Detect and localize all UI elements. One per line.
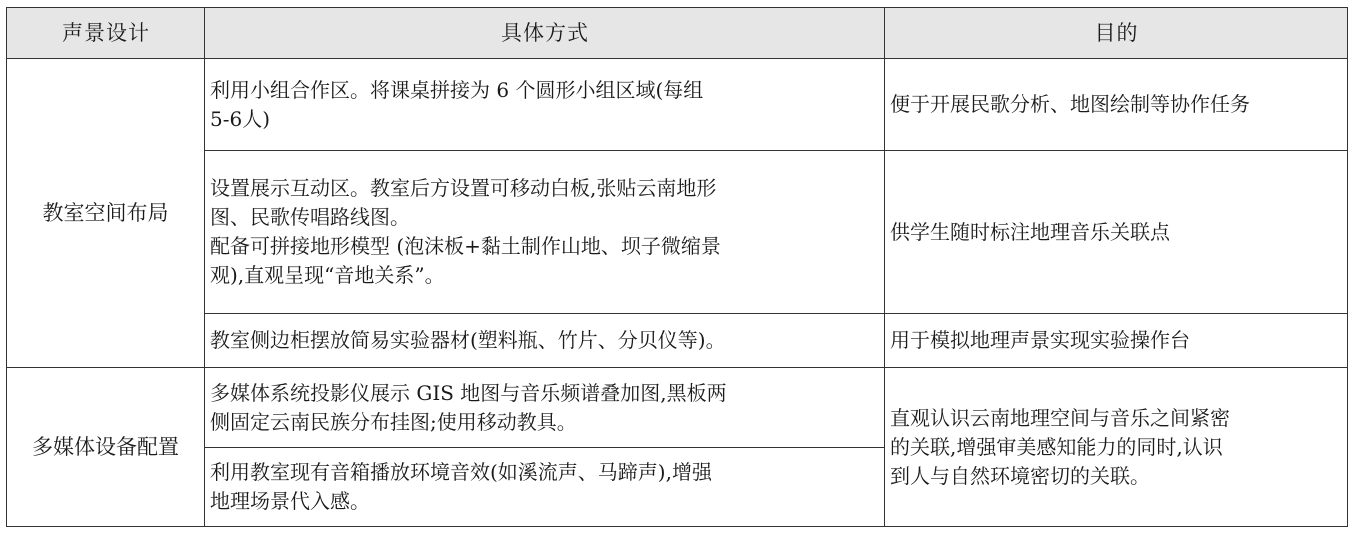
header-purpose: 目的 [885,8,1348,59]
method-cell [205,368,885,448]
method-cell [205,448,885,527]
method-line: 利用小组合作区。将课桌拼接为 6 个圆形小组区域(每组 [210,77,704,102]
purpose-line: 到人与自然环境密切的关联。 [890,463,1150,488]
method-line: 教室侧边柜摆放简易实验器材(塑料瓶、竹片、分贝仪等)。 [210,328,726,352]
method-line: 配备可拼接地形模型 (泡沫板+黏土制作山地、坝子微缩景 [210,234,721,258]
soundscape-design-table [6,7,1348,527]
purpose-line: 供学生随时标注地理音乐关联点 [890,219,1170,244]
purpose-line: 的关联,增强审美感知能力的同时,认识 [890,434,1223,459]
table-row [7,151,1348,314]
purpose-line: 便于开展民歌分析、地图绘制等协作任务 [890,92,1250,116]
header-method: 具体方式 [205,8,885,59]
category-classroom-layout: 教室空间布局 [7,59,205,368]
header-design: 声景设计 [7,8,205,59]
table-row [7,314,1348,368]
table-row [7,368,1348,448]
method-cell [205,151,885,314]
purpose-line: 用于模拟地理声景实现实验操作台 [890,328,1190,352]
purpose-cell [885,368,1348,527]
method-line: 观),直观呈现“音地关系”。 [210,263,445,287]
method-line: 5-6人) [210,106,271,131]
table-header-row [7,8,1348,59]
purpose-line: 直观认识云南地理空间与音乐之间紧密 [890,405,1230,430]
method-line: 地理场景代入感。 [210,489,370,513]
method-line: 图、民歌传唱路线图。 [210,205,410,229]
method-cell [205,59,885,151]
method-line: 利用教室现有音箱播放环境音效(如溪流声、马蹄声),增强 [210,460,712,484]
purpose-cell [885,151,1348,314]
method-line: 多媒体系统投影仪展示 GIS 地图与音乐频谱叠加图,黑板两 [210,380,727,405]
method-line: 设置展示互动区。教室后方设置可移动白板,张贴云南地形 [210,176,717,200]
method-line: 侧固定云南民族分布挂图;使用移动教具。 [210,409,577,434]
table-row [7,59,1348,151]
purpose-cell [885,314,1348,368]
purpose-cell [885,59,1348,151]
category-multimedia-config: 多媒体设备配置 [7,368,205,527]
method-cell [205,314,885,368]
